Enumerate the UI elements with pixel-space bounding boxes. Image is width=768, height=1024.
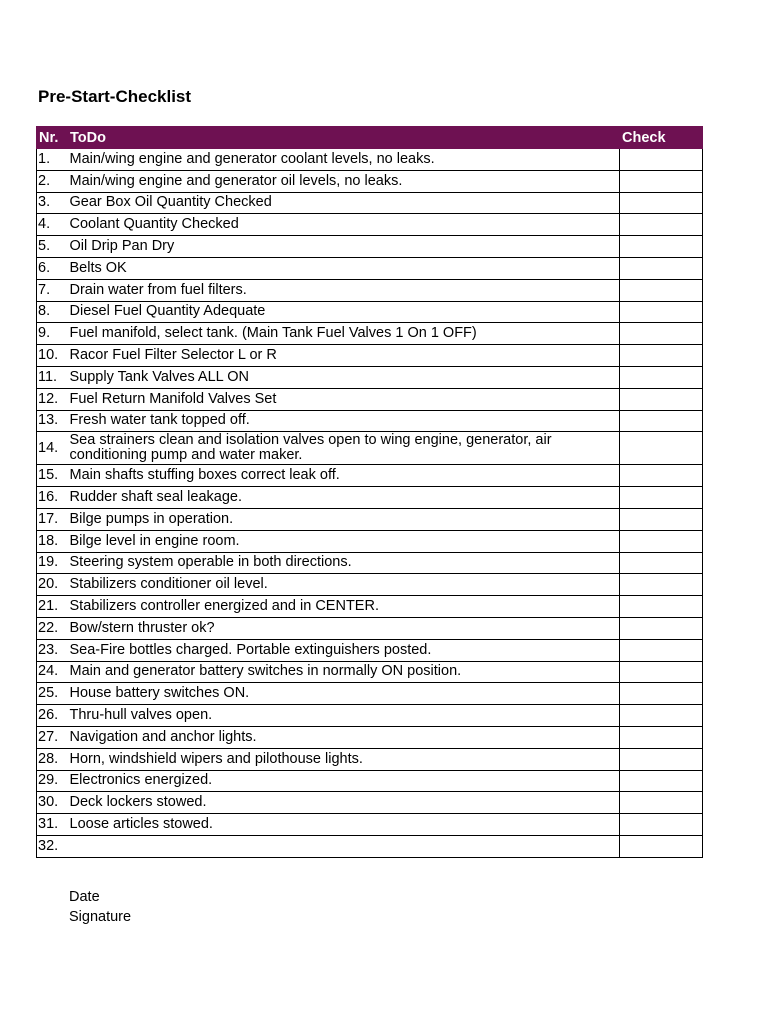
item-number: 6. bbox=[37, 257, 65, 279]
check-cell[interactable] bbox=[620, 432, 703, 465]
check-cell[interactable] bbox=[620, 705, 703, 727]
item-number: 23. bbox=[37, 639, 65, 661]
item-todo: Sea strainers clean and isolation valves open to wing engine, generator, air conditioning pump and water maker. bbox=[65, 432, 620, 465]
check-cell[interactable] bbox=[620, 465, 703, 487]
table-body bbox=[37, 149, 703, 858]
table-row bbox=[37, 508, 703, 530]
item-number: 11. bbox=[37, 366, 65, 388]
item-number: 10. bbox=[37, 345, 65, 367]
table-row bbox=[37, 770, 703, 792]
date-label: Date bbox=[69, 889, 100, 905]
item-number: 3. bbox=[37, 192, 65, 214]
table-row bbox=[37, 487, 703, 509]
table-row bbox=[37, 388, 703, 410]
item-todo: Rudder shaft seal leakage. bbox=[65, 487, 620, 509]
check-cell[interactable] bbox=[620, 683, 703, 705]
table-row bbox=[37, 301, 703, 323]
item-todo: Thru-hull valves open. bbox=[65, 705, 620, 727]
item-number: 18. bbox=[37, 530, 65, 552]
item-todo: Fuel Return Manifold Valves Set bbox=[65, 388, 620, 410]
item-todo: Fresh water tank topped off. bbox=[65, 410, 620, 432]
check-cell[interactable] bbox=[620, 508, 703, 530]
table-row bbox=[37, 726, 703, 748]
table-row bbox=[37, 574, 703, 596]
column-header-todo: ToDo bbox=[65, 127, 620, 149]
item-number: 12. bbox=[37, 388, 65, 410]
table-row bbox=[37, 683, 703, 705]
item-todo: Main/wing engine and generator oil levels, no leaks. bbox=[65, 170, 620, 192]
table-row bbox=[37, 465, 703, 487]
item-number: 27. bbox=[37, 726, 65, 748]
item-todo bbox=[65, 835, 620, 857]
check-cell[interactable] bbox=[620, 323, 703, 345]
table-row bbox=[37, 596, 703, 618]
table-row bbox=[37, 345, 703, 367]
table-row bbox=[37, 236, 703, 258]
check-cell[interactable] bbox=[620, 617, 703, 639]
item-number: 29. bbox=[37, 770, 65, 792]
item-number: 9. bbox=[37, 323, 65, 345]
item-todo: Gear Box Oil Quantity Checked bbox=[65, 192, 620, 214]
item-todo: Steering system operable in both directions. bbox=[65, 552, 620, 574]
check-cell[interactable] bbox=[620, 366, 703, 388]
item-number: 19. bbox=[37, 552, 65, 574]
item-todo: Bilge level in engine room. bbox=[65, 530, 620, 552]
item-number: 30. bbox=[37, 792, 65, 814]
item-number: 28. bbox=[37, 748, 65, 770]
table-row bbox=[37, 366, 703, 388]
item-number: 31. bbox=[37, 814, 65, 836]
item-todo: Navigation and anchor lights. bbox=[65, 726, 620, 748]
item-todo: Fuel manifold, select tank. (Main Tank Fuel Valves 1 On 1 OFF) bbox=[65, 323, 620, 345]
check-cell[interactable] bbox=[620, 410, 703, 432]
item-number: 14. bbox=[37, 432, 65, 465]
item-todo: Bilge pumps in operation. bbox=[65, 508, 620, 530]
item-number: 17. bbox=[37, 508, 65, 530]
check-cell[interactable] bbox=[620, 814, 703, 836]
item-todo: Loose articles stowed. bbox=[65, 814, 620, 836]
item-todo: Supply Tank Valves ALL ON bbox=[65, 366, 620, 388]
item-number: 21. bbox=[37, 596, 65, 618]
item-number: 20. bbox=[37, 574, 65, 596]
check-cell[interactable] bbox=[620, 301, 703, 323]
table-row bbox=[37, 432, 703, 465]
item-number: 25. bbox=[37, 683, 65, 705]
item-number: 4. bbox=[37, 214, 65, 236]
table-row bbox=[37, 705, 703, 727]
item-todo: Deck lockers stowed. bbox=[65, 792, 620, 814]
item-todo: Stabilizers controller energized and in CENTER. bbox=[65, 596, 620, 618]
item-todo: Electronics energized. bbox=[65, 770, 620, 792]
check-cell[interactable] bbox=[620, 639, 703, 661]
table-row bbox=[37, 661, 703, 683]
check-cell[interactable] bbox=[620, 170, 703, 192]
table-row bbox=[37, 214, 703, 236]
item-number: 2. bbox=[37, 170, 65, 192]
item-number: 32. bbox=[37, 835, 65, 857]
check-cell[interactable] bbox=[620, 552, 703, 574]
item-todo: Stabilizers conditioner oil level. bbox=[65, 574, 620, 596]
table-row bbox=[37, 149, 703, 171]
check-cell[interactable] bbox=[620, 792, 703, 814]
table-row bbox=[37, 814, 703, 836]
check-cell[interactable] bbox=[620, 388, 703, 410]
checklist-table bbox=[36, 126, 703, 858]
check-cell[interactable] bbox=[620, 596, 703, 618]
check-cell[interactable] bbox=[620, 279, 703, 301]
item-todo: Main/wing engine and generator coolant levels, no leaks. bbox=[65, 149, 620, 171]
check-cell[interactable] bbox=[620, 345, 703, 367]
item-number: 5. bbox=[37, 236, 65, 258]
item-number: 15. bbox=[37, 465, 65, 487]
check-cell[interactable] bbox=[620, 661, 703, 683]
item-todo: Oil Drip Pan Dry bbox=[65, 236, 620, 258]
item-number: 16. bbox=[37, 487, 65, 509]
check-cell[interactable] bbox=[620, 835, 703, 857]
item-todo: Main shafts stuffing boxes correct leak off. bbox=[65, 465, 620, 487]
signature-label: Signature bbox=[69, 908, 132, 925]
column-header-nr: Nr. bbox=[37, 127, 65, 149]
signature-block bbox=[69, 888, 131, 927]
item-todo: Diesel Fuel Quantity Adequate bbox=[65, 301, 620, 323]
table-header bbox=[37, 127, 703, 149]
table-row bbox=[37, 792, 703, 814]
table-row bbox=[37, 639, 703, 661]
item-todo: House battery switches ON. bbox=[65, 683, 620, 705]
check-cell[interactable] bbox=[620, 574, 703, 596]
table-row bbox=[37, 323, 703, 345]
table-row bbox=[37, 257, 703, 279]
check-cell[interactable] bbox=[620, 530, 703, 552]
table-row bbox=[37, 279, 703, 301]
check-cell[interactable] bbox=[620, 236, 703, 258]
item-number: 8. bbox=[37, 301, 65, 323]
check-cell[interactable] bbox=[620, 214, 703, 236]
item-todo: Main and generator battery switches in normally ON position. bbox=[65, 661, 620, 683]
item-number: 22. bbox=[37, 617, 65, 639]
check-cell[interactable] bbox=[620, 487, 703, 509]
table-row bbox=[37, 192, 703, 214]
check-cell[interactable] bbox=[620, 770, 703, 792]
table-row bbox=[37, 410, 703, 432]
table-row bbox=[37, 748, 703, 770]
item-todo: Racor Fuel Filter Selector L or R bbox=[65, 345, 620, 367]
item-todo: Bow/stern thruster ok? bbox=[65, 617, 620, 639]
check-cell[interactable] bbox=[620, 726, 703, 748]
table-row bbox=[37, 530, 703, 552]
table-row bbox=[37, 835, 703, 857]
item-todo: Belts OK bbox=[65, 257, 620, 279]
item-todo: Coolant Quantity Checked bbox=[65, 214, 620, 236]
item-number: 26. bbox=[37, 705, 65, 727]
item-todo: Sea-Fire bottles charged. Portable extinguishers posted. bbox=[65, 639, 620, 661]
table-row bbox=[37, 552, 703, 574]
table-row bbox=[37, 617, 703, 639]
check-cell[interactable] bbox=[620, 257, 703, 279]
item-number: 1. bbox=[37, 149, 65, 171]
column-header-check: Check bbox=[620, 127, 703, 149]
item-number: 13. bbox=[37, 410, 65, 432]
table-row bbox=[37, 170, 703, 192]
page-title: Pre-Start-Checklist bbox=[38, 87, 192, 106]
header-row bbox=[37, 127, 703, 149]
item-number: 7. bbox=[37, 279, 65, 301]
check-cell[interactable] bbox=[620, 192, 703, 214]
item-number: 24. bbox=[37, 661, 65, 683]
item-todo: Horn, windshield wipers and pilothouse lights. bbox=[65, 748, 620, 770]
item-todo: Drain water from fuel filters. bbox=[65, 279, 620, 301]
check-cell[interactable] bbox=[620, 149, 703, 171]
check-cell[interactable] bbox=[620, 748, 703, 770]
